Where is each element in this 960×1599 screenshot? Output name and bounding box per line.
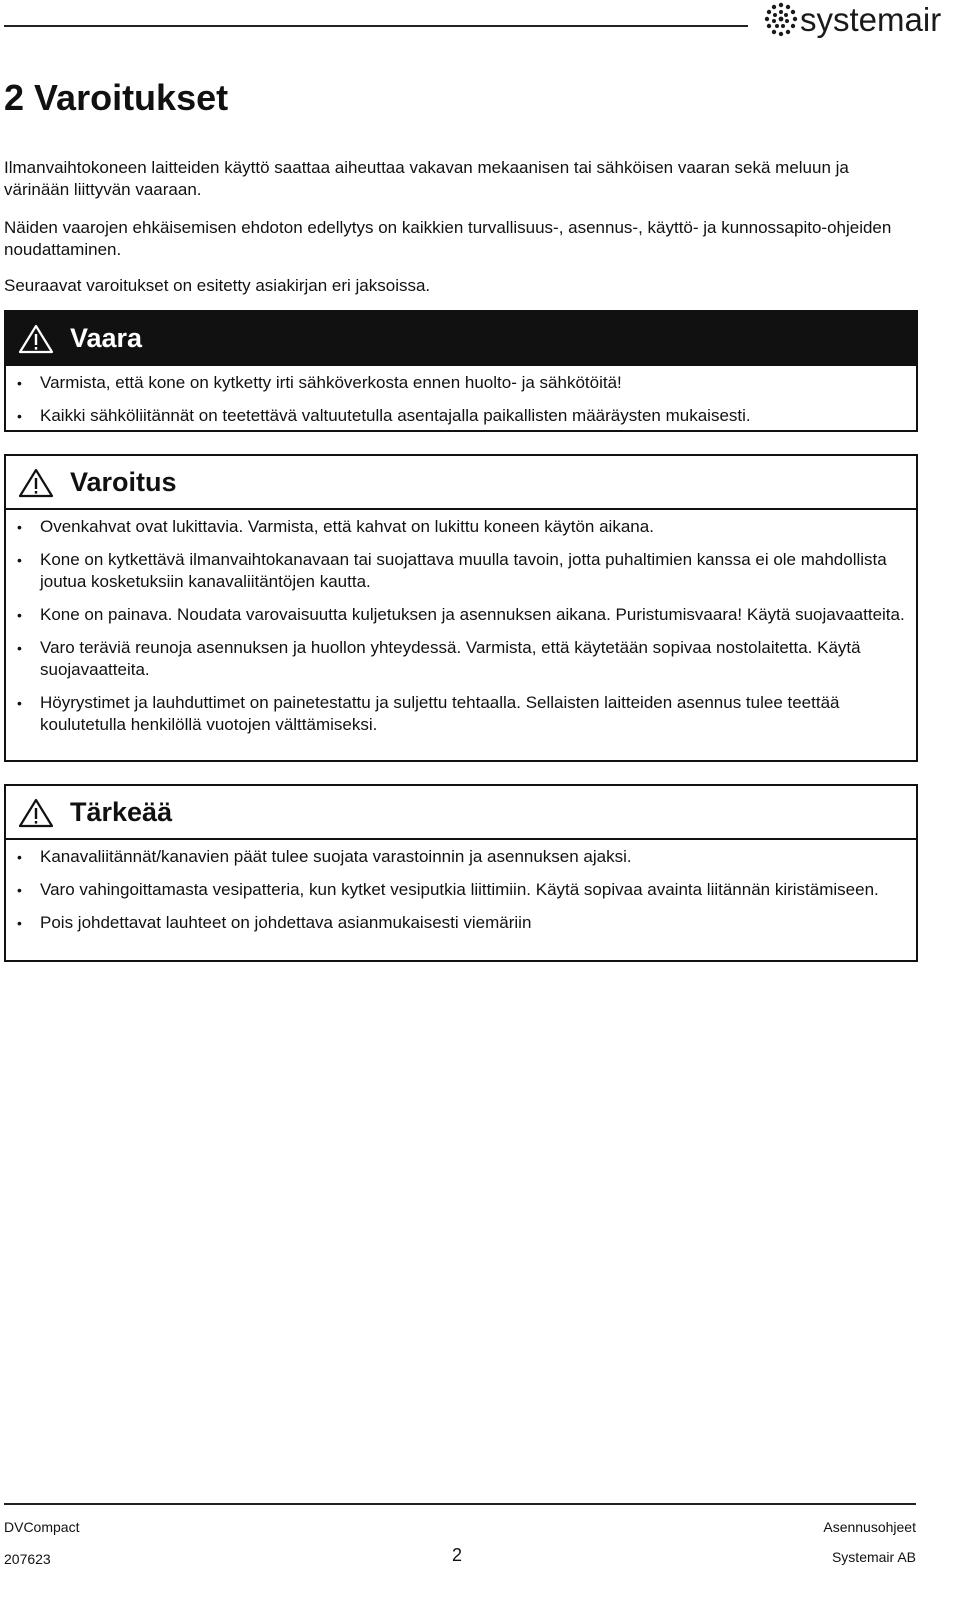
warning-list (6, 510, 916, 736)
warning-triangle-icon (18, 324, 54, 354)
logo-text: systemair (800, 1, 942, 38)
list-item: • Varo vahingoittamasta vesipatteria, kun kytket vesiputkia liittimiin. Käytä sopivaa avainta liitännän kiristämiseen. (6, 879, 916, 901)
footer-product: DVCompact (4, 1519, 80, 1535)
list-item: • Kone on painava. Noudata varovaisuutta kuljetuksen ja asennuksen aikana. Puristumisvaara! Käytä suojavaatteita. (6, 604, 916, 626)
important-box-header (6, 786, 916, 840)
footer-doc-number: 207623 (4, 1551, 51, 1567)
important-list (6, 840, 916, 934)
warning-box-header (6, 456, 916, 510)
intro-paragraph: Seuraavat varoitukset on esitetty asiakirjan eri jaksoissa. (4, 276, 431, 295)
footer-doc-type: Asennusohjeet (823, 1519, 916, 1535)
important-box-title: Tärkeää (70, 797, 173, 827)
warning-box-title: Varoitus (70, 467, 177, 497)
list-item: • Varo teräviä reunoja asennuksen ja huollon yhteydessä. Varmista, että käytetään sopivaa nostolaitetta. Käytä suojavaatteita. (6, 637, 916, 681)
list-item: • Kone on kytkettävä ilmanvaihtokanavaan tai suojattava muulla tavoin, jotta puhaltimien kanssa ei ole mahdollista joutua kosketuksiin kanavaliitäntöjen kautta. (6, 549, 916, 593)
list-item: • Höyrystimet ja lauhduttimet on painetestattu ja suljettu tehtaalla. Sellaisten laitteiden asennus tulee teettää koulutetulla henkilöllä vuotojen välttämiseksi. (6, 692, 916, 736)
important-box (4, 784, 918, 962)
systemair-logo-icon (764, 2, 798, 38)
warning-triangle-icon (18, 798, 54, 828)
footer-rule (4, 1503, 916, 1505)
footer-company: Systemair AB (831, 1549, 916, 1565)
intro-paragraph: Ilmanvaihtokoneen laitteiden käyttö saattaa aiheuttaa vakavan mekaanisen tai sähköisen vaaran sekä meluun ja värinään liittyvän vaaraan. (4, 158, 849, 199)
list-item: • Kaikki sähköliitännät on teetettävä valtuutetulla asentajalla paikallisten määräysten mukaisesti. (6, 405, 916, 427)
brand-logo (764, 0, 954, 42)
intro-paragraph: Näiden vaarojen ehkäisemisen ehdoton edellytys on kaikkien turvallisuus-, asennus-, käyttö- ja kunnossapito-ohjeiden noudattaminen. (4, 218, 892, 259)
footer-page-number: 2 (452, 1545, 463, 1565)
warning-box (4, 454, 918, 762)
header-rule (4, 25, 748, 27)
danger-box (4, 310, 918, 432)
list-item: • Kanavaliitännät/kanavien päät tulee suojata varastoinnin ja asennuksen ajaksi. (6, 846, 916, 868)
list-item: • Ovenkahvat ovat lukittavia. Varmista, että kahvat on lukittu koneen käytön aikana. (6, 516, 916, 538)
list-item: • Varmista, että kone on kytketty irti sähköverkosta ennen huolto- ja sähkötöitä! (6, 372, 916, 394)
warning-triangle-icon (18, 468, 54, 498)
list-item: • Pois johdettavat lauhteet on johdettava asianmukaisesti viemäriin (6, 912, 916, 934)
danger-list (6, 366, 916, 427)
danger-box-header (6, 312, 916, 366)
page-title: 2 Varoitukset (4, 77, 229, 118)
danger-box-title: Vaara (70, 323, 143, 353)
